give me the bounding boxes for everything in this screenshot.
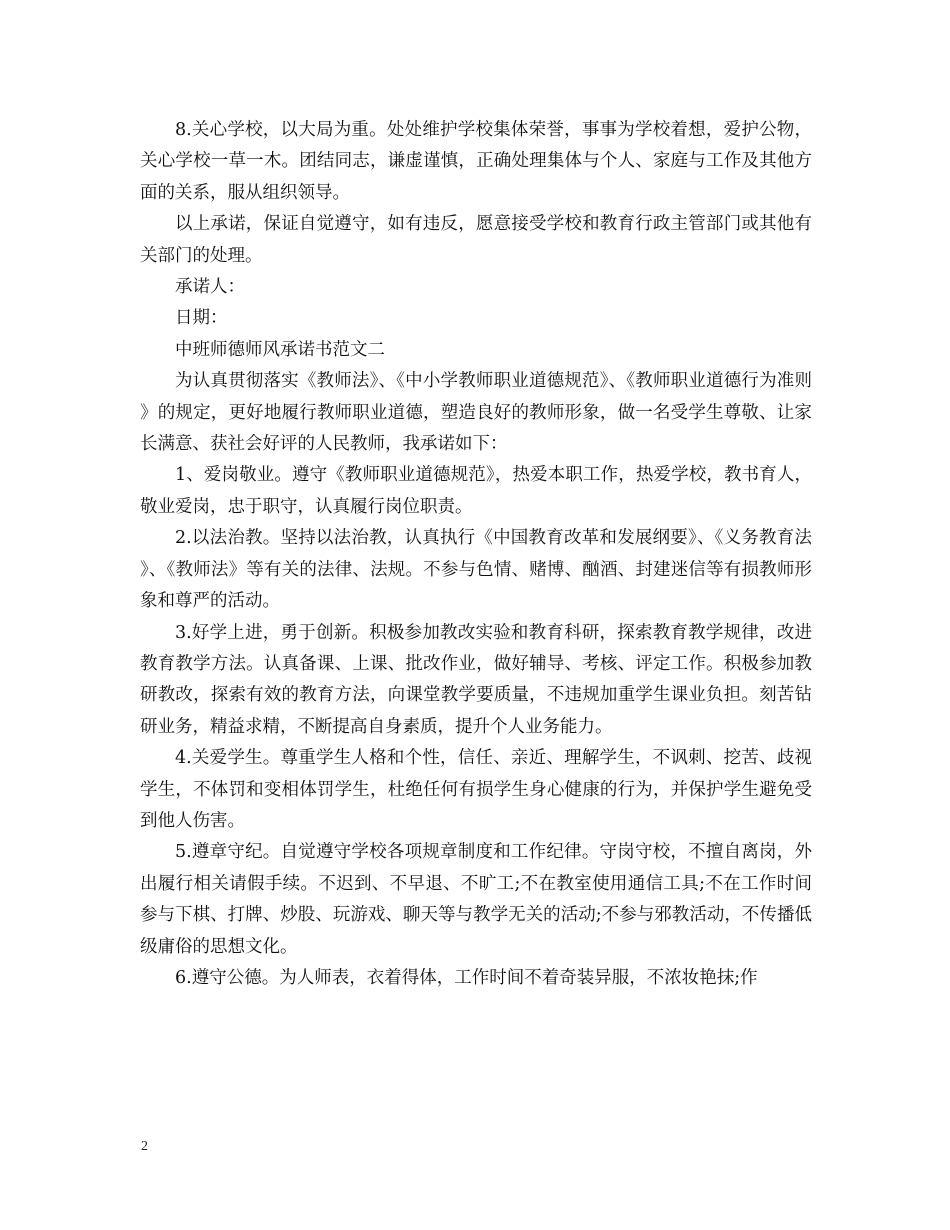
section-title: 中班师德师风承诺书范文二: [175, 339, 385, 360]
paragraph-item-5: 5.遵章守纪。自觉遵守学校各项规章制度和工作纪律。守岗守校，不擅自离岗，外出履行相关请假手续。不迟到、不早退、不旷工;不在教室使用通信工具;不在工作时间参与下棋、打牌、炒股、玩游戏、聊天等与教学无关的活动;不参与邪教活动，不传播低级庸俗的思想文化。: [140, 842, 812, 957]
paragraph-item-6: 6.遵守公德。为人师表，衣着得体，工作时间不着奇装异服，不浓妆艳抹;作: [175, 967, 758, 988]
page-number: 2: [141, 1139, 148, 1154]
paragraph-item-2: 2.以法治教。坚持以法治教，认真执行《中国教育改革和发展纲要》、《义务教育法》、《教师法》等有关的法律、法规。不参与色情、赌博、酗酒、封建迷信等有损教师形象和尊严的活动。: [140, 528, 812, 612]
signature-label: 承诺人：: [175, 277, 245, 298]
paragraph-item-1: 1、爱岗敬业。遵守《教师职业道德规范》，热爱本职工作，热爱学校，教书育人，敬业爱岗，忠于职守，认真履行岗位职责。: [140, 465, 812, 517]
paragraph-intro: 为认真贯彻落实《教师法》、《中小学教师职业道德规范》、《教师职业道德行为准则》的规定，更好地履行教师职业道德，塑造良好的教师形象，做一名受学生尊敬、让家长满意、获社会好评的人民教师，我承诺如下：: [140, 371, 812, 455]
paragraph-item-8: 8.关心学校，以大局为重。处处维护学校集体荣誉，事事为学校着想，爱护公物，关心学校一草一木。团结同志，谦虚谨慎，正确处理集体与个人、家庭与工作及其他方面的关系，服从组织领导。: [140, 120, 812, 203]
paragraph-item-4: 4.关爱学生。尊重学生人格和个性，信任、亲近、理解学生，不讽刺、挖苦、歧视学生，不体罚和变相体罚学生，杜绝任何有损学生身心健康的行为，并保护学生避免受到他人伤害。: [140, 748, 812, 831]
paragraph-item-3: 3.好学上进，勇于创新。积极参加教改实验和教育科研，探索教育教学规律，改进教育教学方法。认真备课、上课、批改作业，做好辅导、考核、评定工作。积极参加教研教改，探索有效的教育方法，向课堂教学要质量，不违规加重学生课业负担。刻苦钻研业务，精益求精，不断提高自身素质，提升个人业务能力。: [140, 622, 812, 737]
document-body: [140, 115, 812, 994]
date-label: 日期：: [175, 308, 228, 329]
paragraph-commitment-statement: 以上承诺，保证自觉遵守，如有违反，愿意接受学校和教育行政主管部门或其他有关部门的处理。: [140, 214, 812, 266]
